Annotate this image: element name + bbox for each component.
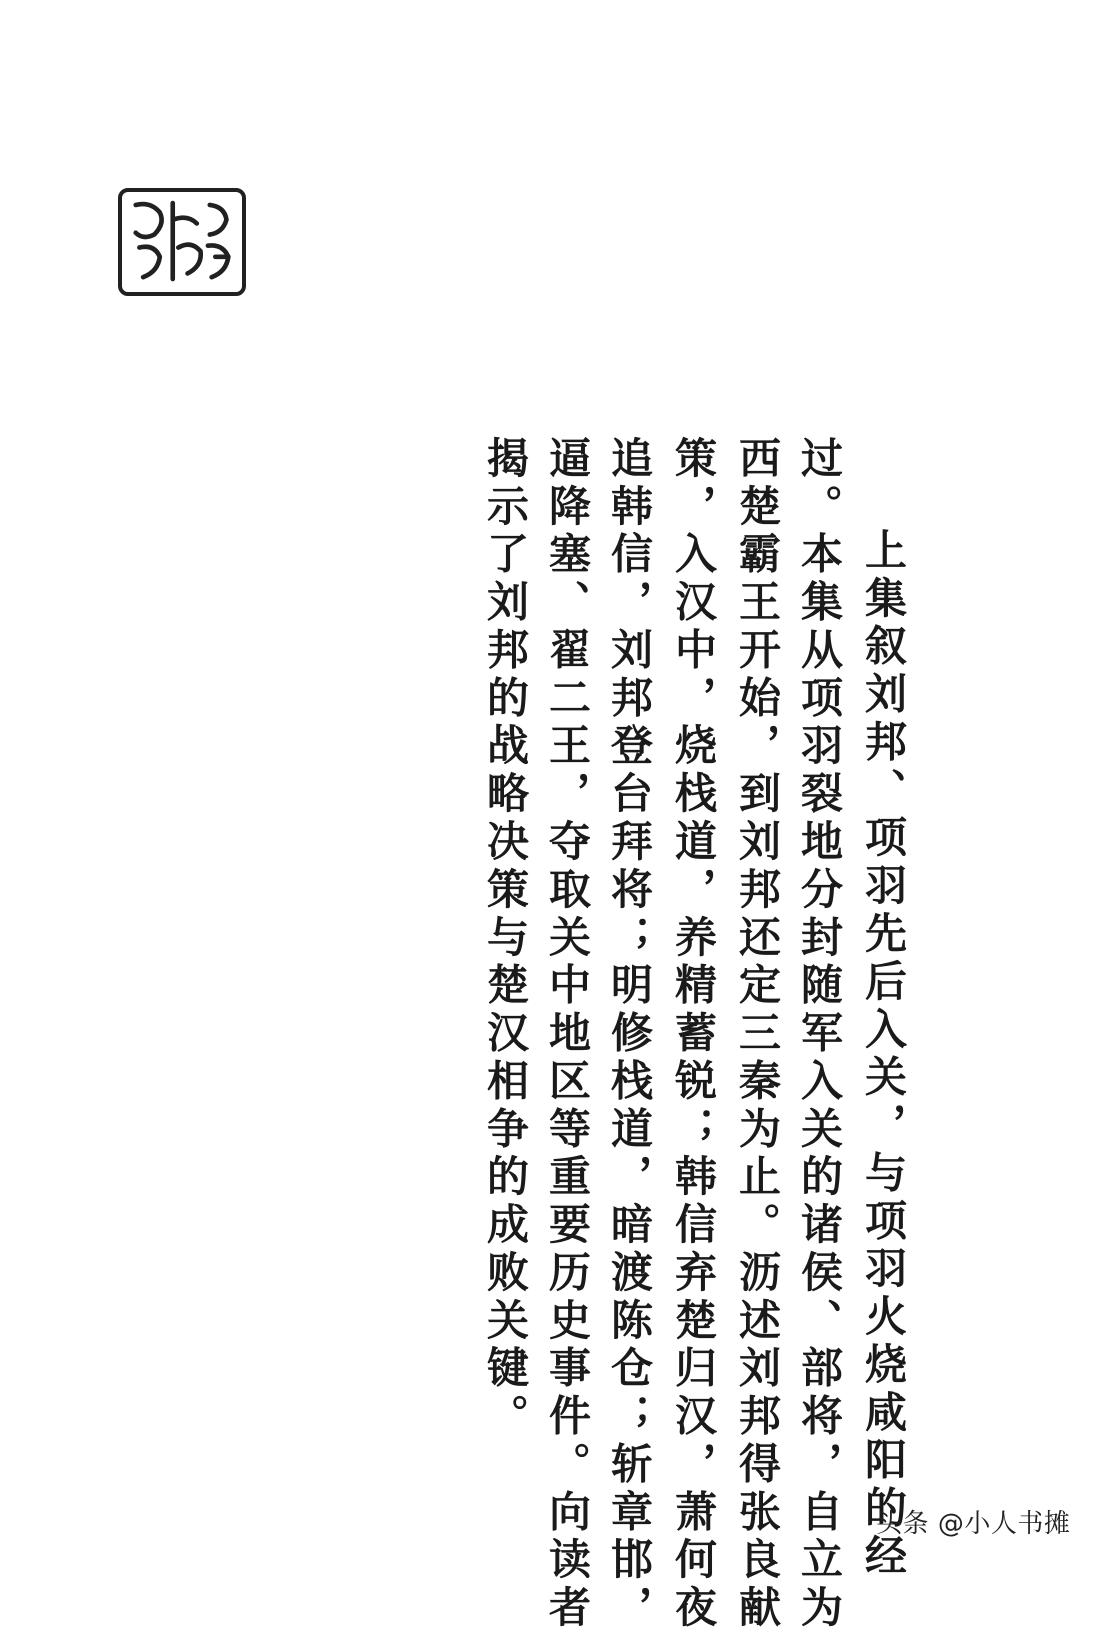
seal-stamp-icon (122, 192, 242, 292)
text-line-3: 西楚霸王开始，到刘邦还定三秦为止。沥述刘邦得张良献 (733, 436, 782, 1633)
text-line-4: 策，入汉中，烧栈道，养精蓄锐；韩信弃楚归汉，萧何夜 (669, 436, 718, 1633)
text-line-2: 过。本集从项羽裂地分封随军入关的诸侯、部将，自立为 (795, 436, 844, 1633)
text-line-6: 逼降塞、翟二王，夺取关中地区等重要历史事件。向读者 (543, 436, 592, 1633)
text-line-5: 追韩信，刘邦登台拜将；明修栈道，暗渡陈仓；斩章邯， (605, 436, 654, 1633)
text-line-7: 揭示了刘邦的战略决策与楚汉相争的成败关键。 (481, 436, 530, 1442)
seal-stamp (118, 188, 246, 296)
watermark: 头条 @小人书摊 (876, 1509, 1071, 1539)
text-line-1: 上集叙刘邦、项羽先后入关，与项羽火烧咸阳的经 (859, 528, 908, 1582)
